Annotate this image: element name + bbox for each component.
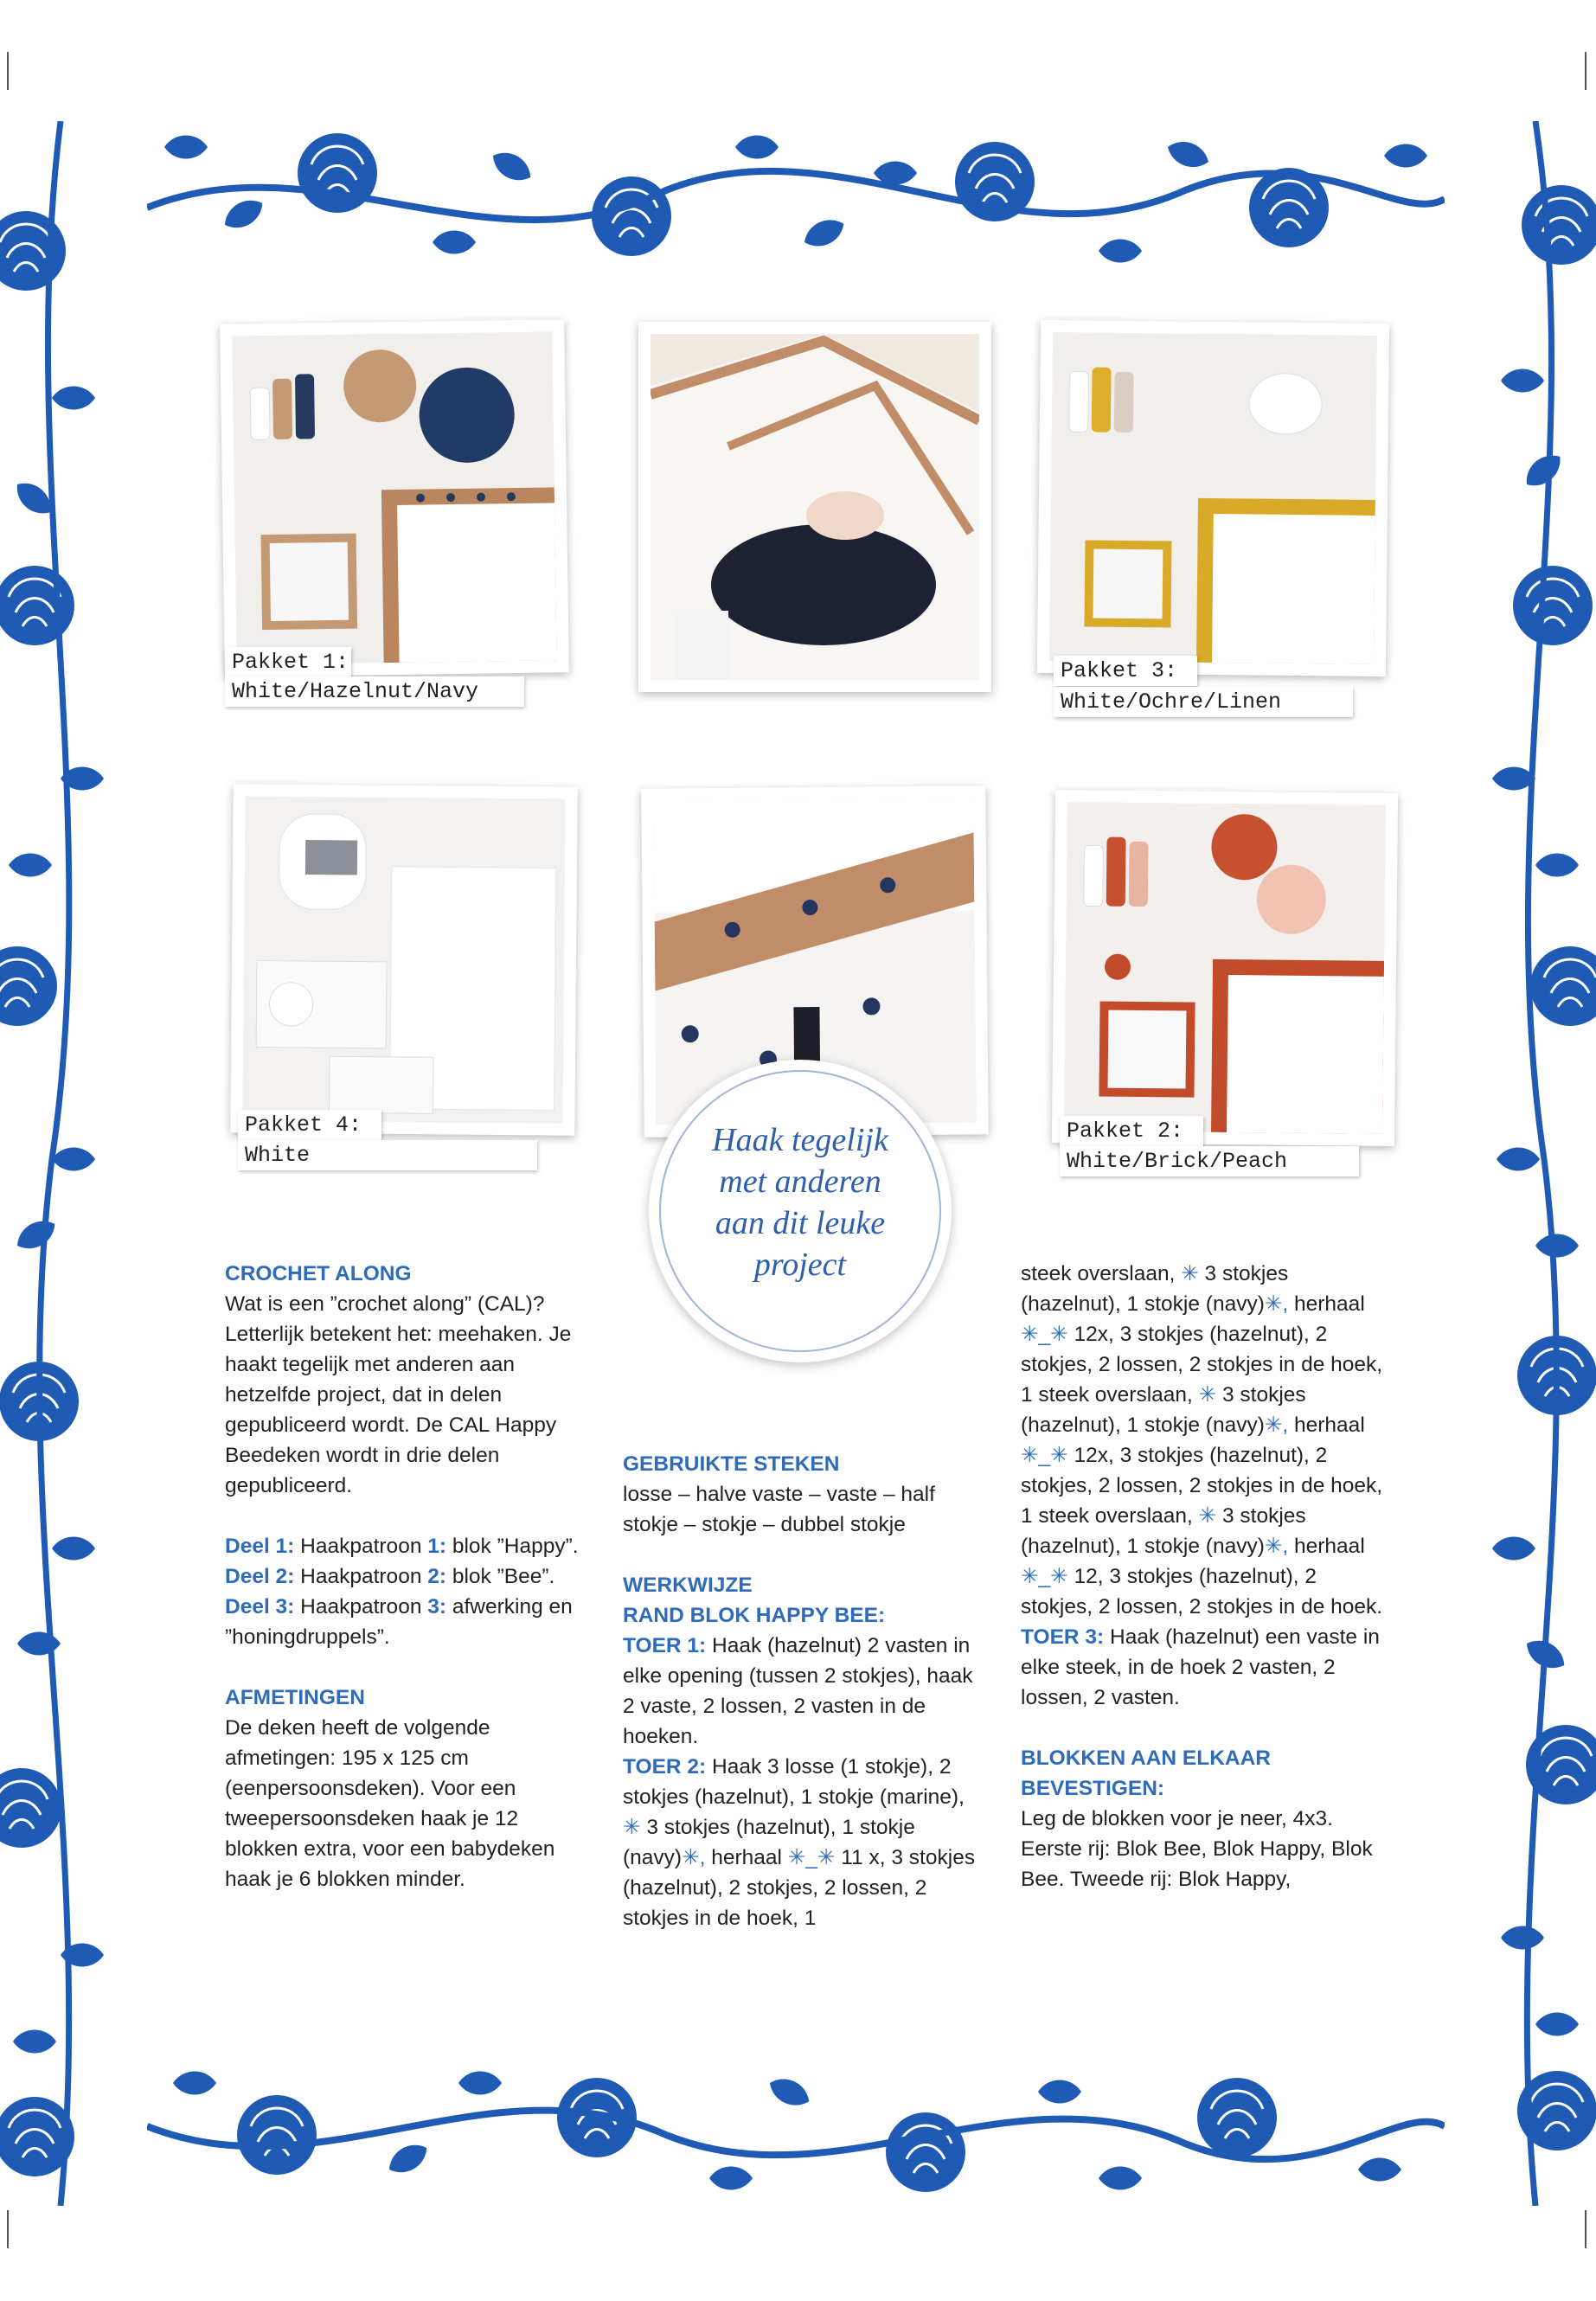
deel-3-text: Haakpatroon [294, 1595, 428, 1618]
crop-mark [7, 52, 9, 90]
floral-border-top [147, 121, 1445, 285]
photo-tag-line1: Pakket 2: [1060, 1116, 1203, 1146]
photo-tag-line2: White/Hazelnut/Navy [225, 676, 524, 707]
deel-2-label: Deel 2: [225, 1565, 295, 1588]
repeat-icon: ✳_✳ [787, 1846, 836, 1869]
photo-pakket-4 [230, 784, 578, 1135]
text-segment: 12x, 3 stokjes (hazelnut), 2 stokjes, 2 lossen, 2 stokjes in de hoek, 1 steek overslaan, [1021, 1444, 1383, 1528]
toer-2-label: TOER 2: [623, 1755, 707, 1779]
heading-crochet-along: CROCHET ALONG [225, 1262, 412, 1285]
text-segment: herhaal [1288, 1292, 1365, 1316]
deel-2-num: 2: [427, 1565, 447, 1588]
deel-2-text-b: blok ”Bee”. [446, 1565, 555, 1588]
star-icon: ✳ [1198, 1383, 1217, 1407]
deel-2-line [225, 1561, 588, 1592]
star-close-icon: ✳, [1264, 1535, 1289, 1558]
column-1 [225, 1259, 588, 1894]
photo-tag-line1: Pakket 3: [1054, 656, 1197, 686]
star-close-icon: ✳, [1264, 1292, 1289, 1316]
deel-2-text: Haakpatroon [294, 1565, 428, 1588]
star-close-icon: ✳, [1264, 1413, 1289, 1437]
heading-blokken-bevestigen: BLOKKEN AAN ELKAAR BEVESTIGEN: [1021, 1747, 1271, 1800]
text-segment: 12, 3 stokjes (hazelnut), 2 stokjes, 2 lossen, 2 stokjes in de hoek. [1021, 1565, 1383, 1618]
crop-mark [1585, 52, 1586, 90]
deel-1-label: Deel 1: [225, 1535, 295, 1558]
heading-rand-blok: RAND BLOK HAPPY BEE: [623, 1604, 886, 1627]
heading-gebruikte-steken: GEBRUIKTE STEKEN [623, 1452, 840, 1476]
crop-mark [7, 2210, 9, 2248]
deel-3-num: 3: [427, 1595, 447, 1618]
toer-1-label: TOER 1: [623, 1634, 707, 1657]
deel-3-text-b: afwerking en ”honingdruppels”. [225, 1595, 573, 1649]
star-icon: ✳ [1198, 1504, 1217, 1528]
toer-2-continued [1021, 1259, 1384, 1622]
crop-mark [1585, 2210, 1586, 2248]
text-segment: 12x, 3 stokjes (hazelnut), 2 stokjes, 2 lossen, 2 stokjes in de hoek, 1 steek overslaan, [1021, 1323, 1383, 1407]
photo-tag-line1: Pakket 1: [225, 647, 351, 677]
repeat-icon: ✳_✳ [1021, 1444, 1068, 1467]
deel-3-line [225, 1592, 588, 1652]
steken-paragraph: losse – halve vaste – vaste – half stokje – stokje – dubbel stokje [623, 1483, 935, 1536]
toer-1-text: Haak (hazelnut) 2 vasten in elke opening (tussen 2 stokjes), haak 2 vaste, 2 lossen, 2 vasten in de hoeken. [623, 1634, 973, 1748]
heading-afmetingen: AFMETINGEN [225, 1686, 365, 1709]
text-segment: herhaal [1288, 1535, 1365, 1558]
toer-2-text-d: 11 x, 3 stokjes (hazelnut), 2 stokjes, 2 lossen, 2 stokjes in de hoek, 1 [623, 1846, 976, 1930]
floral-border-bottom [147, 2048, 1445, 2208]
toer-3-label: TOER 3: [1021, 1625, 1105, 1649]
photo-pakket-2 [1052, 790, 1398, 1146]
floral-border-right [1475, 121, 1596, 2206]
column-3 [1021, 1259, 1384, 1894]
star-icon: ✳ [1181, 1262, 1199, 1285]
toer-1-paragraph [623, 1631, 986, 1752]
deel-1-text: Haakpatroon [294, 1535, 428, 1558]
intro-paragraph: Wat is een ”crochet along” (CAL)? Letterlijk betekent het: meehaken. Je haakt tegelijk met anderen aan hetzelfde project, dat in delen gepubliceerd wordt. De CAL Happy Beedeken wordt in drie delen gepubliceerd. [225, 1292, 572, 1497]
photo-tag-line2: White [238, 1140, 537, 1170]
repeat-icon: ✳_✳ [1021, 1565, 1068, 1588]
star-icon: ✳ [623, 1816, 641, 1839]
toer-2-text-b: 3 stokjes (hazelnut), 1 stokje (navy) [623, 1816, 915, 1869]
blokken-paragraph: Leg de blokken voor je neer, 4x3. Eerste rij: Blok Bee, Blok Happy, Blok Bee. Tweede rij: Blok Happy, [1021, 1807, 1373, 1891]
photo-tag-line1: Pakket 4: [238, 1110, 381, 1140]
callout-circle [649, 1060, 952, 1362]
afmetingen-paragraph: De deken heeft de volgende afmetingen: 195 x 125 cm (eenpersoonsdeken). Voor een tweepersoonsdeken haak je 12 blokken extra, voor een babydeken haak je 6 blokken minder. [225, 1716, 555, 1891]
toer-3-paragraph [1021, 1622, 1384, 1713]
repeat-icon: ✳_✳ [1021, 1323, 1068, 1346]
photo-tag-line2: White/Ochre/Linen [1054, 687, 1353, 717]
photo-pakket-3 [1037, 320, 1389, 676]
text-segment: 3 stokjes (hazelnut), 1 stokje (navy) [1021, 1504, 1306, 1558]
text-segment: herhaal [1288, 1413, 1365, 1437]
toer-2-paragraph [623, 1752, 986, 1933]
heading-werkwijze: WERKWIJZE [623, 1574, 753, 1597]
deel-1-line [225, 1531, 588, 1561]
deel-1-num: 1: [427, 1535, 447, 1558]
toer-2-text-c: herhaal [705, 1846, 788, 1869]
floral-border-left [0, 121, 117, 2206]
deel-1-text-b: blok ”Happy”. [446, 1535, 579, 1558]
toer-2-text-a: Haak 3 losse (1 stokje), 2 stokjes (hazelnut), 1 stokje (marine), [623, 1755, 965, 1809]
column-2 [623, 1449, 986, 1933]
text-segment: 3 stokjes (hazelnut), 1 stokje (navy) [1021, 1262, 1289, 1316]
toer-3-text: Haak (hazelnut) een vaste in elke steek, in de hoek 2 vasten, 2 lossen, 2 vasten. [1021, 1625, 1380, 1709]
photo-pakket-1 [220, 319, 569, 677]
deel-3-label: Deel 3: [225, 1595, 295, 1618]
photo-blanket-person [638, 322, 991, 692]
photo-tag-line2: White/Brick/Peach [1060, 1146, 1359, 1176]
text-segment: steek overslaan, [1021, 1262, 1182, 1285]
callout-text: Haak tegelijk met anderen aan dit leuke project [712, 1122, 888, 1283]
text-segment: 3 stokjes (hazelnut), 1 stokje (navy) [1021, 1383, 1306, 1437]
star-close-icon: ✳, [682, 1846, 706, 1869]
